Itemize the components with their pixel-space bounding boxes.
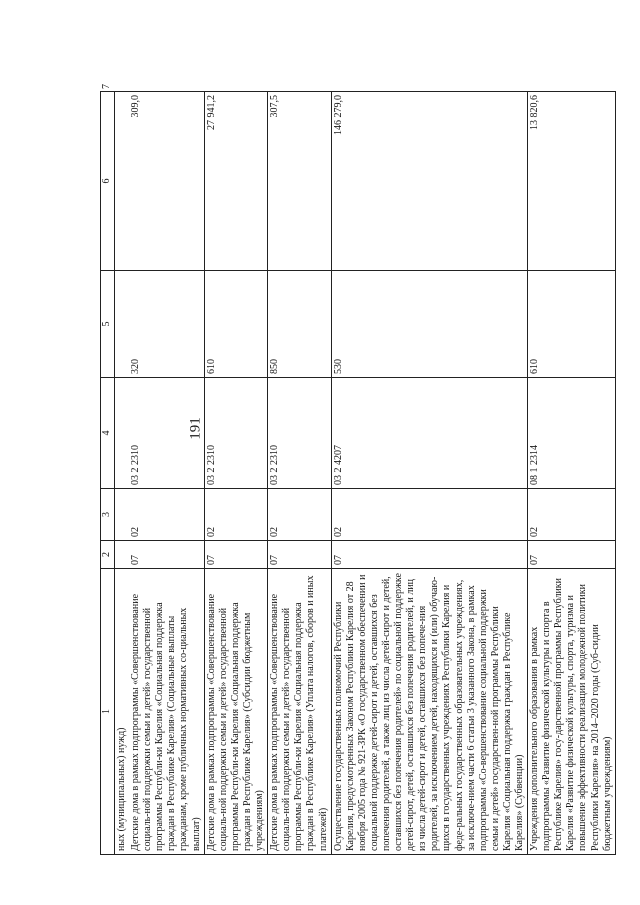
expense-type-code: 530 xyxy=(331,271,528,378)
amount: 27 941,2 xyxy=(204,92,267,271)
column-number: 5 xyxy=(101,271,115,378)
column-number: 2 xyxy=(101,541,115,569)
subsection-code: 02 xyxy=(331,489,528,541)
target-article-code: 03 2 2310 xyxy=(129,378,204,489)
section-code: 07 xyxy=(528,541,616,569)
section-code: 07 xyxy=(204,541,267,569)
column-number: 4 xyxy=(101,378,115,489)
column-number: 1 xyxy=(101,569,115,855)
row-name: Детские дома в рамках подпрограммы «Совершенствование социаль-ной поддержки семьи и детей» государственной программы Республи-ки Карелия «Социальная поддержка граждан в Республике Карелия» (Социальные выплаты гражданам, кроме публичных нормативных со-циальных выплат) xyxy=(129,569,204,855)
expense-type-code: 320 xyxy=(129,271,204,378)
subsection-code: 02 xyxy=(268,489,331,541)
table-row xyxy=(528,92,616,855)
target-article-code: 03 2 2310 xyxy=(204,378,267,489)
target-article-code: 08 1 2314 xyxy=(528,378,616,489)
amount xyxy=(115,92,130,271)
target-article-code: 03 2 2310 xyxy=(268,378,331,489)
row-name: Детские дома в рамках подпрограммы «Совершенствование социаль-ной поддержки семьи и детей» государственной программы Республи-ки Карелия «Социальная поддержка граждан в Республике Карелия» (Уплата налогов, сборов и иных платежей) xyxy=(268,569,331,855)
expense-type-code: 610 xyxy=(528,271,616,378)
column-number: 3 xyxy=(101,489,115,541)
row-name: Учреждения дополнительного образования в рамках подпрограммы «Развитие физической культуры и спорта в Республике Карелия» госу-дарственной программы Республики Карелия «Развитие физической культуры, спорта, туризма и повышение эффективности реализации молодежной политики Республики Карелия» на 2014–2020 годы (Суб-сидии бюджетным учреждениям) xyxy=(528,569,616,855)
subsection-code xyxy=(115,489,130,541)
budget-table xyxy=(100,84,616,855)
subsection-code: 02 xyxy=(528,489,616,541)
expense-type-code: 850 xyxy=(268,271,331,378)
amount: 13 820,6 xyxy=(528,92,616,271)
column-number-row: 1 2 3 4 5 6 7 xyxy=(101,92,115,855)
budget-table-sheet xyxy=(100,84,613,855)
table-row xyxy=(268,92,331,855)
section-code: 07 xyxy=(331,541,528,569)
section-code xyxy=(115,541,130,569)
row-name: ных (муниципальных) нужд) xyxy=(115,569,130,855)
row-name: Детские дома в рамках подпрограммы «Совершенствование социаль-ной поддержки семьи и детей» государственной программы Республи-ки Карелия «Социальная поддержка граждан в Республике Карелия» (Субсидии бюджетным учреждениям) xyxy=(204,569,267,855)
table-row xyxy=(115,92,130,855)
amount: 309,0 xyxy=(129,92,204,271)
section-code: 07 xyxy=(268,541,331,569)
subsection-code: 02 xyxy=(204,489,267,541)
table-row xyxy=(331,92,528,855)
column-number: 6 xyxy=(101,92,115,271)
table-row xyxy=(204,92,267,855)
row-name: Осуществление государственных полномочий Республики Карелия, предусмотренных Законом Республики Карелия от 28 ноября 2005 года № 921-ЗРК «О государственном обеспечении и социальной поддержке детей-сирот и детей, оставшихся без попечения родителей, а также лиц из числа детей-сирот и детей, оставшихся без попечения родителей» по социальной поддержке детей-сирот, детей, оставшихся без попечения родителей, и лиц из числа детей-сирот и детей, оставшихся без попече-ния родителей, за исключением детей, находящихся и (или) обучаю-щихся в государственных учреждениях Республики Карелия и феде-ральных государственных образовательных учреждениях, за исключе-нием части 6 статьи 3 указанного Закона, в рамках подпрограммы «Со-вершенствование социальной поддержки семьи и детей» государствен-ной программы Республики Карелия «Социальная поддержка граждан в Республике Карелия» (Субвенции) xyxy=(331,569,528,855)
target-article-code: 03 2 4207 xyxy=(331,378,528,489)
table-row xyxy=(129,92,204,855)
expense-type-code: 610 xyxy=(204,271,267,378)
page-number: 191 xyxy=(187,417,204,440)
amount: 307,5 xyxy=(268,92,331,271)
target-article-code xyxy=(115,378,130,489)
section-code: 07 xyxy=(129,541,204,569)
expense-type-code xyxy=(115,271,130,378)
subsection-code: 02 xyxy=(129,489,204,541)
amount: 146 279,0 xyxy=(331,92,528,271)
